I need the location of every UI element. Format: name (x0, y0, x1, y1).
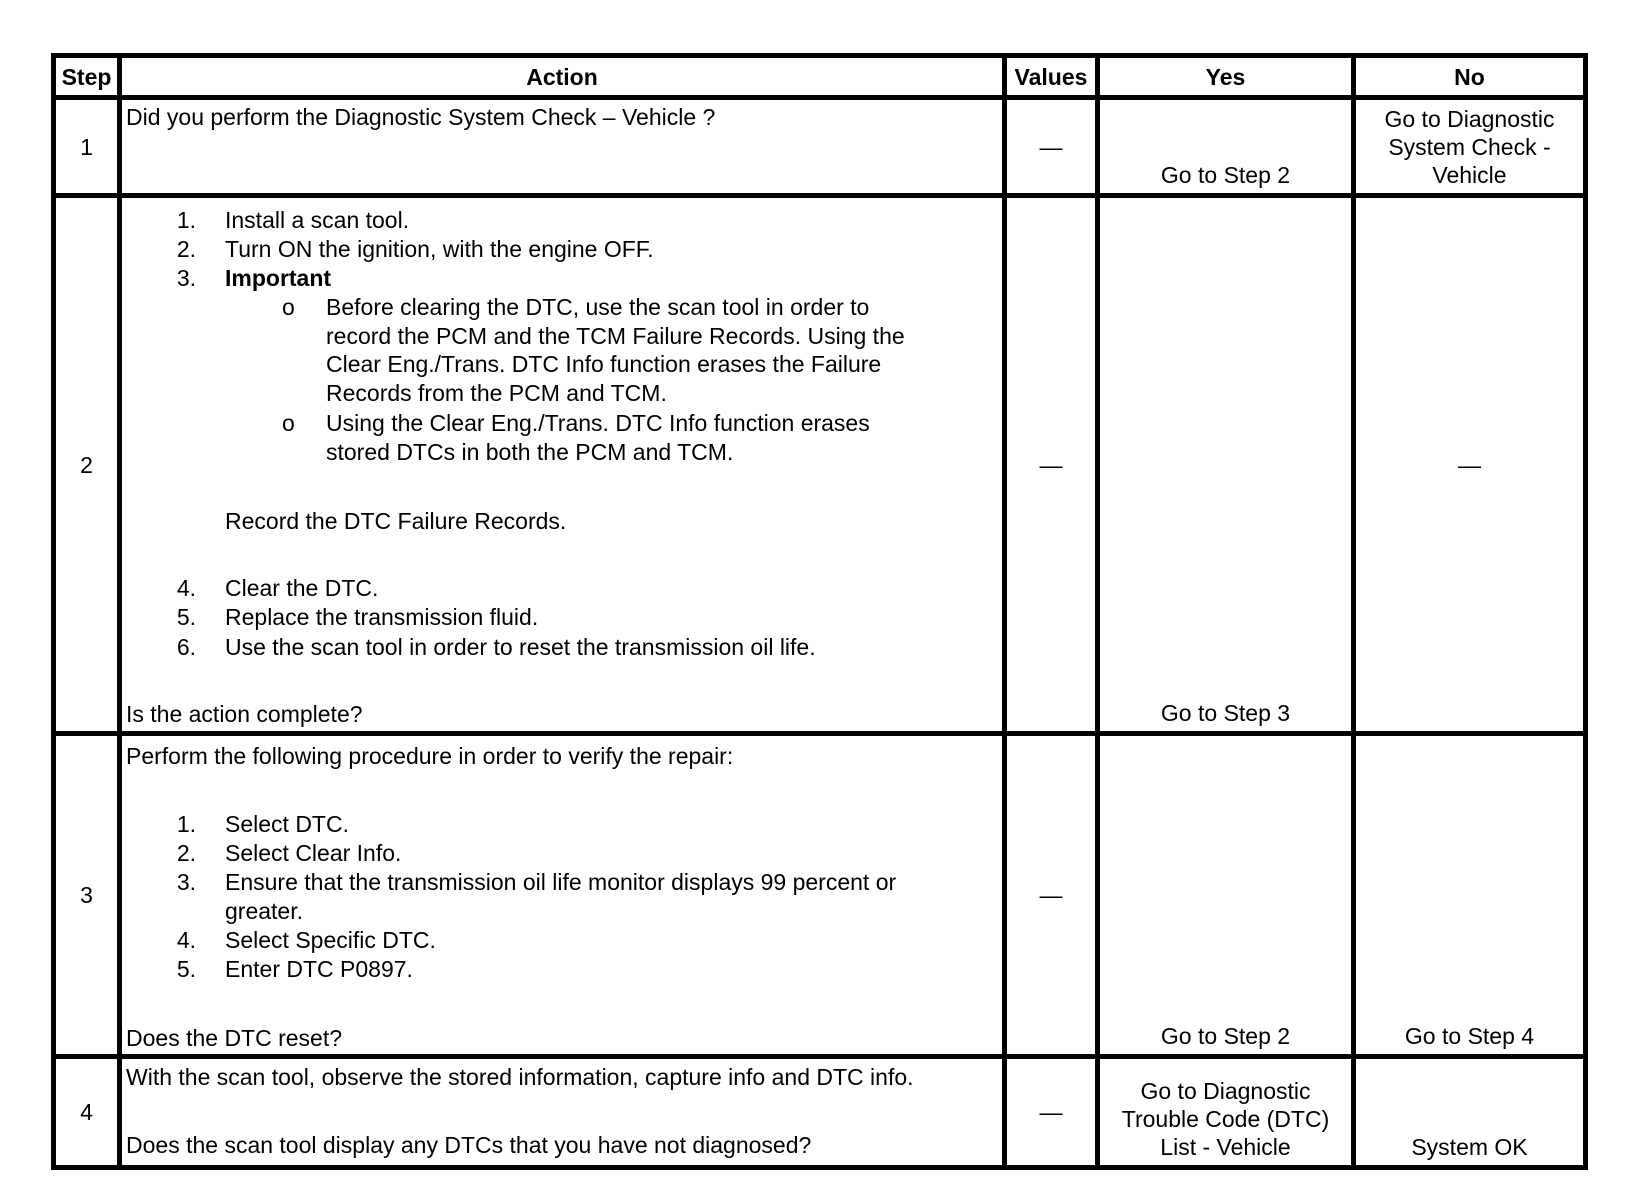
bullet: o (282, 294, 295, 320)
list-item: Turn ON the ignition, with the engine OFF. (225, 236, 654, 262)
list-number: 5. (176, 604, 196, 630)
record-text: Record the DTC Failure Records. (225, 508, 567, 534)
no-cell (1354, 98, 1586, 196)
yes-line: List - Vehicle (1160, 1134, 1291, 1160)
question-text: Is the action complete? (126, 701, 363, 727)
header-row (54, 56, 1586, 98)
header-yes: Yes (1098, 56, 1354, 98)
step-number: 2 (54, 196, 120, 734)
values-cell: — (1005, 98, 1098, 196)
table-row (54, 196, 1586, 734)
table-row (54, 98, 1586, 196)
sub-bullet-line: stored DTCs in both the PCM and TCM. (326, 439, 734, 465)
list-number: 1. (176, 207, 196, 233)
yes-cell: Go to Step 2 (1098, 98, 1354, 196)
list-number: 2. (176, 840, 196, 866)
no-cell: — (1354, 196, 1586, 734)
step-number: 1 (54, 98, 120, 196)
list-number: 4. (176, 575, 196, 601)
no-cell: System OK (1354, 1057, 1586, 1168)
list-item-continuation: greater. (225, 898, 303, 924)
sub-bullet-line: Clear Eng./Trans. DTC Info function erases the Failure (326, 351, 882, 377)
list-item: Replace the transmission fluid. (225, 604, 539, 630)
yes-cell: Go to Step 3 (1098, 196, 1354, 734)
action-text: With the scan tool, observe the stored information, capture info and DTC info. (126, 1064, 914, 1090)
list-number: 1. (176, 811, 196, 837)
intro-text: Perform the following procedure in order to verify the repair: (126, 743, 734, 769)
sub-bullet-line: Before clearing the DTC, use the scan tool in order to (326, 294, 870, 320)
bullet: o (282, 410, 295, 436)
no-line: System Check - (1388, 134, 1551, 160)
question-text: Does the DTC reset? (126, 1025, 343, 1051)
table-row (54, 734, 1586, 1057)
list-item: Select DTC. (225, 811, 349, 837)
action-cell (120, 196, 1005, 734)
values-cell: — (1005, 1057, 1098, 1168)
list-number: 6. (176, 634, 196, 660)
list-item: Use the scan tool in order to reset the transmission oil life. (225, 634, 816, 660)
list-number: 5. (176, 956, 196, 982)
list-number: 3. (176, 265, 196, 291)
yes-line: Go to Diagnostic (1140, 1078, 1311, 1104)
yes-line: Trouble Code (DTC) (1121, 1106, 1330, 1132)
header-no: No (1354, 56, 1586, 98)
header-values: Values (1005, 56, 1098, 98)
step-number: 3 (54, 734, 120, 1057)
list-number: 4. (176, 927, 196, 953)
sub-bullet-line: Using the Clear Eng./Trans. DTC Info function erases (326, 410, 870, 436)
step-number: 4 (54, 1057, 120, 1168)
action-cell (120, 1057, 1005, 1168)
yes-cell: Go to Step 2 (1098, 734, 1354, 1057)
action-cell (120, 98, 1005, 196)
list-number: 2. (176, 236, 196, 262)
list-item: Select Specific DTC. (225, 927, 436, 953)
no-line: Go to Diagnostic (1384, 106, 1555, 132)
list-item: Enter DTC P0897. (225, 956, 413, 982)
action-cell (120, 734, 1005, 1057)
list-item: Select Clear Info. (225, 840, 402, 866)
sub-bullet-line: Records from the PCM and TCM. (326, 380, 667, 406)
yes-cell (1098, 1057, 1354, 1168)
table-row (54, 1057, 1586, 1168)
action-text: Did you perform the Diagnostic System Check – Vehicle ? (126, 104, 716, 130)
header-action: Action (120, 56, 1005, 98)
no-cell: Go to Step 4 (1354, 734, 1586, 1057)
values-cell: — (1005, 734, 1098, 1057)
diagnostic-table (51, 53, 1588, 1170)
header-step: Step (54, 56, 120, 98)
no-line: Vehicle (1432, 162, 1507, 188)
list-item: Clear the DTC. (225, 575, 379, 601)
sub-bullet-line: record the PCM and the TCM Failure Records. Using the (326, 323, 905, 349)
values-cell: — (1005, 196, 1098, 734)
question-text: Does the scan tool display any DTCs that you have not diagnosed? (126, 1132, 812, 1158)
list-number: 3. (176, 869, 196, 895)
list-item: Install a scan tool. (225, 207, 410, 233)
important-label: Important (225, 265, 332, 291)
list-item: Ensure that the transmission oil life monitor displays 99 percent or (225, 869, 897, 895)
